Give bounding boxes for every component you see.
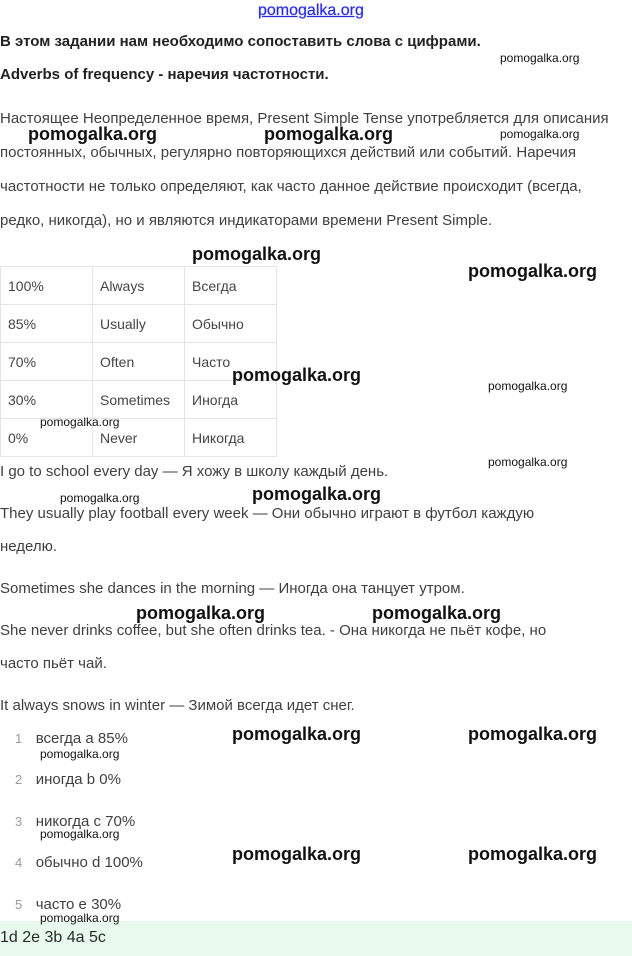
table-cell-percent: 0% xyxy=(1,419,93,457)
table-cell-russian: Обычно xyxy=(185,305,277,343)
table-cell-percent: 85% xyxy=(1,305,93,343)
watermark: pomogalka.org xyxy=(40,747,120,761)
table-cell-english: Always xyxy=(93,267,185,305)
table-cell-percent: 30% xyxy=(1,381,93,419)
answer-box xyxy=(0,921,632,956)
list-item-text: всегда a 85% xyxy=(35,730,128,747)
intro-paragraph: Настоящее Неопределенное время, Present Simple Tense употребляется для описания постоянных, обычных, регулярно повторяющихся действий или событий. Наречия частотности не только определяют, как часто данное действие происходит (всегда, редко, никогда), но и являются индикаторами времени Present Simple. xyxy=(0,110,609,229)
watermark: pomogalka.org xyxy=(264,124,394,144)
example-sentence: Sometimes she dances in the morning — Иногда она танцует утром. xyxy=(0,580,465,597)
list-item-number: 2 xyxy=(15,772,23,787)
list-item-text: обычно d 100% xyxy=(35,854,143,871)
watermark: pomogalka.org xyxy=(136,603,266,623)
table-cell-english: Usually xyxy=(93,305,185,343)
answer-text: 1d 2e 3b 4a 5c xyxy=(0,929,106,946)
task-heading: В этом задании нам необходимо сопоставить слова с цифрами. xyxy=(0,33,481,50)
list-item-number: 3 xyxy=(15,814,23,829)
watermark: pomogalka.org xyxy=(28,124,158,144)
watermark: pomogalka.org xyxy=(40,911,120,925)
list-item-number: 4 xyxy=(15,855,23,870)
watermark: pomogalka.org xyxy=(488,455,568,469)
list-item xyxy=(15,854,143,872)
table-cell-russian: Часто xyxy=(185,343,277,381)
table-cell-percent: 100% xyxy=(1,267,93,305)
watermark: pomogalka.org xyxy=(372,603,502,623)
example-sentence: They usually play football every week — Они обычно играют в футбол каждую xyxy=(0,505,535,522)
watermark: pomogalka.org xyxy=(468,724,598,744)
table-cell-english: Sometimes xyxy=(93,381,185,419)
watermark: pomogalka.org xyxy=(232,724,362,744)
section-heading: Adverbs of frequency - наречия частотности. xyxy=(0,66,329,83)
watermark: pomogalka.org xyxy=(500,51,580,65)
site-link[interactable]: pomogalka.org xyxy=(258,2,364,19)
example-sentence: She never drinks coffee, but she often drinks tea. - Она никогда не пьёт кофе, но xyxy=(0,622,547,639)
watermark: pomogalka.org xyxy=(468,261,598,281)
table-cell-english: Often xyxy=(93,343,185,381)
example-sentence: It always snows in winter — Зимой всегда идет снег. xyxy=(0,697,355,714)
table-cell-english: Never xyxy=(93,419,185,457)
watermark: pomogalka.org xyxy=(192,244,322,264)
list-item-text: никогда c 70% xyxy=(35,813,136,830)
watermark: pomogalka.org xyxy=(488,379,568,393)
table-cell-percent: 70% xyxy=(1,343,93,381)
table-row xyxy=(1,267,277,305)
list-item xyxy=(15,771,121,789)
table-row xyxy=(1,381,277,419)
table-cell-russian: Никогда xyxy=(185,419,277,457)
list-item-number: 1 xyxy=(15,731,23,746)
watermark: pomogalka.org xyxy=(500,127,580,141)
list-item-text: часто e 30% xyxy=(35,896,122,913)
watermark: pomogalka.org xyxy=(40,415,120,429)
table-cell-russian: Всегда xyxy=(185,267,277,305)
list-item xyxy=(15,730,128,748)
table-cell-russian: Иногда xyxy=(185,381,277,419)
list-item-number: 5 xyxy=(15,897,23,912)
table-row xyxy=(1,305,277,343)
watermark: pomogalka.org xyxy=(40,827,120,841)
list-item-text: иногда b 0% xyxy=(35,771,121,788)
watermark: pomogalka.org xyxy=(252,484,382,504)
example-sentence: неделю. xyxy=(0,538,58,555)
watermark: pomogalka.org xyxy=(232,844,362,864)
watermark: pomogalka.org xyxy=(232,365,362,385)
example-sentence: часто пьёт чай. xyxy=(0,655,107,672)
watermark: pomogalka.org xyxy=(60,491,140,505)
watermark: pomogalka.org xyxy=(468,844,598,864)
example-sentence: I go to school every day — Я хожу в школу каждый день. xyxy=(0,463,389,480)
